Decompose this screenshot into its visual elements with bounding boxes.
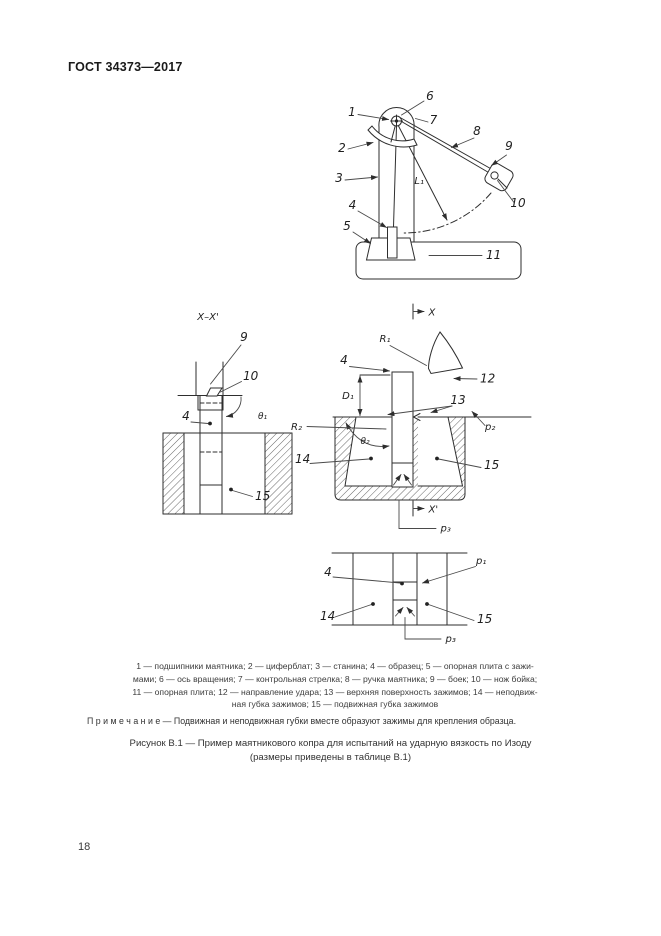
caption-subtitle: (размеры приведены в таблице В.1) bbox=[249, 752, 412, 763]
radius-symbol-R2: R₂ bbox=[291, 422, 302, 433]
callout-3: 3 bbox=[335, 171, 343, 185]
pressure-symbol-p3: p₃ bbox=[440, 523, 451, 535]
section-mark-x-top: X bbox=[428, 307, 436, 319]
figure-note: П р и м е ч а н и е — Подвижная и неподвижная губки вместе образуют зажимы для крепления образца. bbox=[87, 716, 517, 726]
callout-13: 13 bbox=[450, 393, 466, 407]
pendulum-machine-diagram bbox=[325, 85, 570, 290]
callout-15: 15 bbox=[477, 612, 493, 626]
callout-4: 4 bbox=[324, 565, 332, 579]
callout-4: 4 bbox=[182, 409, 190, 423]
angle-symbol-theta2: θ₂ bbox=[360, 437, 370, 447]
section-xx-drawing bbox=[163, 362, 292, 514]
callout-4: 4 bbox=[348, 198, 357, 212]
length-symbol-L1: L₁ bbox=[414, 176, 424, 187]
legend-line: 11 — опорная плита; 12 — направление удара; 13 — верхняя поверхность зажимов; 14 — неподвиж- bbox=[132, 686, 538, 697]
section-mark-x-bottom: X' bbox=[428, 504, 439, 516]
legend-line: 1 — подшипники маятника; 2 — циферблат; 3 — станина; 4 — образец; 5 — опорная плита с зажи- bbox=[136, 661, 534, 671]
callout-7: 7 bbox=[429, 113, 438, 127]
legend-line: ная губка зажимов; 15 — подвижная губка зажимов bbox=[231, 699, 439, 710]
striker-wedge bbox=[429, 332, 463, 374]
plan-leaders bbox=[333, 567, 476, 640]
plan-drawing bbox=[332, 553, 467, 625]
callout-1: 1 bbox=[348, 105, 356, 119]
callout-15: 15 bbox=[484, 458, 500, 472]
radius-symbol-R1: R₁ bbox=[379, 334, 391, 345]
callout-14: 14 bbox=[295, 452, 311, 466]
callout-14: 14 bbox=[320, 609, 336, 623]
section-front-diagram bbox=[285, 298, 540, 538]
striker-edge-mark bbox=[491, 172, 498, 179]
callout-5: 5 bbox=[343, 219, 351, 233]
callout-9: 9 bbox=[240, 330, 248, 344]
figure-legend bbox=[96, 660, 574, 711]
plan-view-diagram bbox=[315, 545, 550, 655]
legend-line: мами; 6 — ось вращения; 7 — контрольная стрелка; 8 — ручка маятника; 9 — боек; 10 — нож бойка; bbox=[132, 673, 538, 684]
callout-9: 9 bbox=[505, 139, 513, 153]
callout-4: 4 bbox=[340, 353, 348, 367]
hammer-head bbox=[483, 161, 515, 192]
callout-11: 11 bbox=[486, 248, 502, 262]
striker-blade bbox=[207, 388, 223, 396]
dimension-symbol-D1: D₁ bbox=[342, 391, 354, 402]
callout-10: 10 bbox=[510, 196, 526, 210]
pressure-symbol-p1: p₁ bbox=[476, 556, 487, 567]
figure-caption bbox=[0, 737, 661, 765]
angle-symbol-theta1: θ₁ bbox=[258, 412, 268, 422]
standard-number-title: ГОСТ 34373—2017 bbox=[68, 60, 183, 74]
callout-15: 15 bbox=[255, 489, 271, 503]
pressure-symbol-p2: p₂ bbox=[485, 422, 496, 433]
callout-8: 8 bbox=[473, 124, 481, 138]
section-title: X–X' bbox=[197, 312, 219, 323]
page-number: 18 bbox=[78, 841, 91, 853]
callout-2: 2 bbox=[338, 141, 346, 155]
callout-6: 6 bbox=[426, 89, 434, 103]
callout-12: 12 bbox=[480, 371, 496, 386]
specimen bbox=[388, 227, 398, 258]
caption-title: Рисунок В.1 — Пример маятникового копра для испытаний на ударную вязкость по Изоду bbox=[129, 738, 532, 749]
callout-10: 10 bbox=[243, 369, 259, 383]
pressure-symbol-p3: p₃ bbox=[445, 634, 456, 645]
section-front-drawing bbox=[333, 304, 531, 516]
